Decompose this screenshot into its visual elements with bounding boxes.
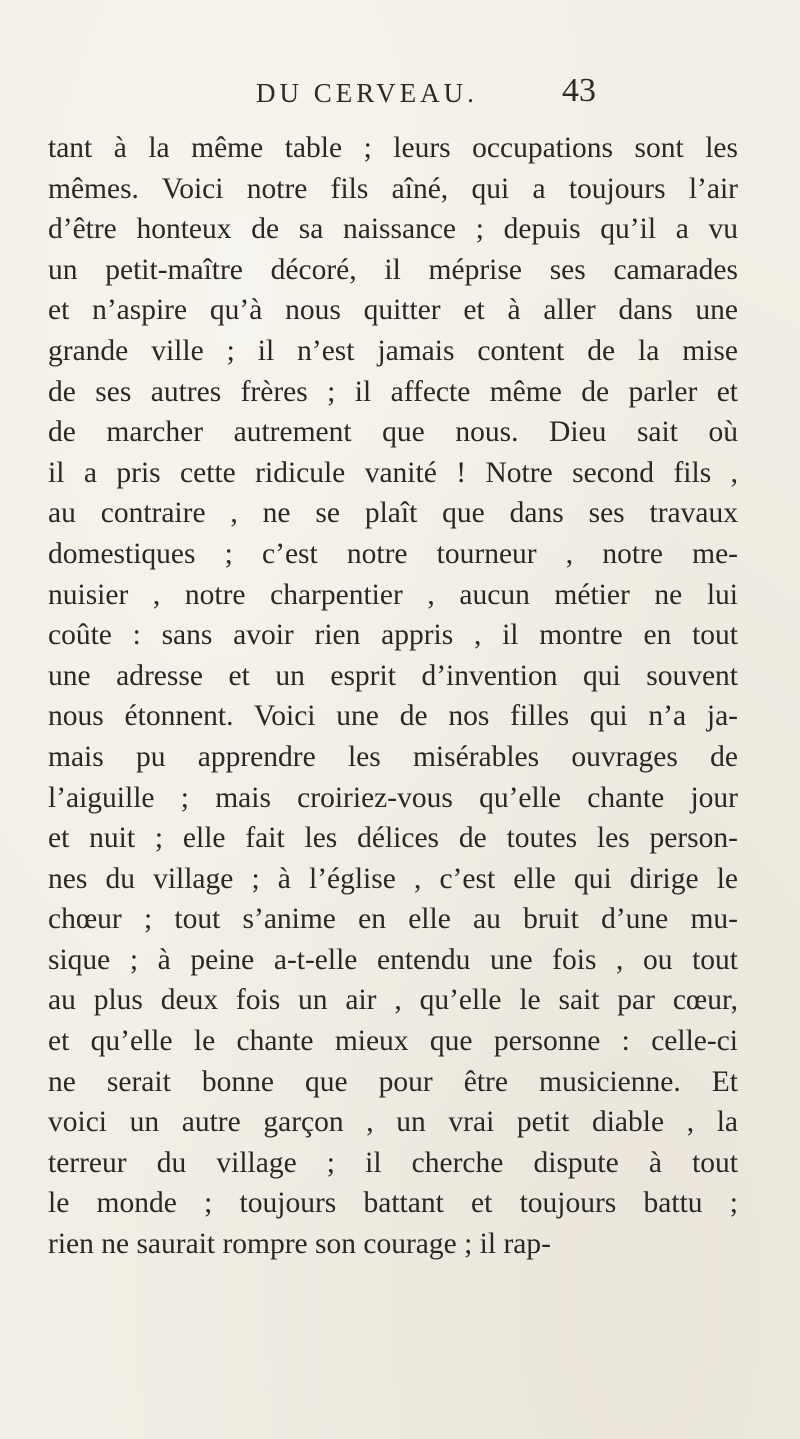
text-line: coûte : sans avoir rien appris , il montre en tout — [48, 619, 738, 652]
text-line: mais pu apprendre les misérables ouvrages de — [48, 740, 738, 773]
text-line: nes du village ; à l’église , c’est elle qui dirige le — [48, 862, 738, 895]
text-line: l’aiguille ; mais croiriez-vous qu’elle chante jour — [48, 781, 738, 814]
text-line: de ses autres frères ; il affecte même de parler et — [48, 375, 738, 408]
text-line: et n’aspire qu’à nous quitter et à aller dans une — [48, 294, 738, 327]
text-line: d’être honteux de sa naissance ; depuis qu’il a vu — [48, 213, 738, 246]
text-line: il a pris cette ridicule vanité ! Notre second fils , — [48, 456, 738, 489]
text-line: au plus deux fois un air , qu’elle le sait par cœur, — [48, 984, 738, 1017]
text-line: tant à la même table ; leurs occupations sont les — [48, 132, 738, 164]
page-number: 43 — [562, 72, 596, 109]
text-line: ne serait bonne que pour être musicienne. Et — [48, 1065, 738, 1098]
text-line: sique ; à peine a-t-elle entendu une fois , ou tout — [48, 943, 738, 976]
text-line: rien ne saurait rompre son courage ; il rap- — [48, 1228, 551, 1261]
text-line: terreur du village ; il cherche dispute à tout — [48, 1146, 738, 1179]
text-line: voici un autre garçon , un vrai petit diable , la — [48, 1106, 738, 1139]
text-line: chœur ; tout s’anime en elle au bruit d’une mu- — [48, 903, 738, 936]
text-line: nous étonnent. Voici une de nos filles qui n’a ja- — [48, 700, 738, 733]
text-line: grande ville ; il n’est jamais content de la mise — [48, 334, 738, 367]
body-text — [48, 128, 738, 1265]
text-line: mêmes. Voici notre fils aîné, qui a toujours l’air — [48, 172, 738, 205]
text-line: et qu’elle le chante mieux que personne : celle-ci — [48, 1025, 738, 1058]
text-line: et nuit ; elle fait les délices de toutes les person- — [48, 822, 738, 855]
text-line: domestiques ; c’est notre tourneur , notre me- — [48, 537, 738, 570]
text-line: de marcher autrement que nous. Dieu sait où — [48, 416, 738, 449]
page-header — [0, 72, 800, 118]
text-line: un petit-maître décoré, il méprise ses camarades — [48, 253, 738, 286]
text-line: nuisier , notre charpentier , aucun métier ne lui — [48, 578, 738, 611]
text-line: au contraire , ne se plaît que dans ses travaux — [48, 497, 738, 530]
text-line: une adresse et un esprit d’invention qui souvent — [48, 659, 738, 692]
text-line: le monde ; toujours battant et toujours battu ; — [48, 1187, 738, 1220]
running-title: DU CERVEAU. — [256, 78, 478, 108]
